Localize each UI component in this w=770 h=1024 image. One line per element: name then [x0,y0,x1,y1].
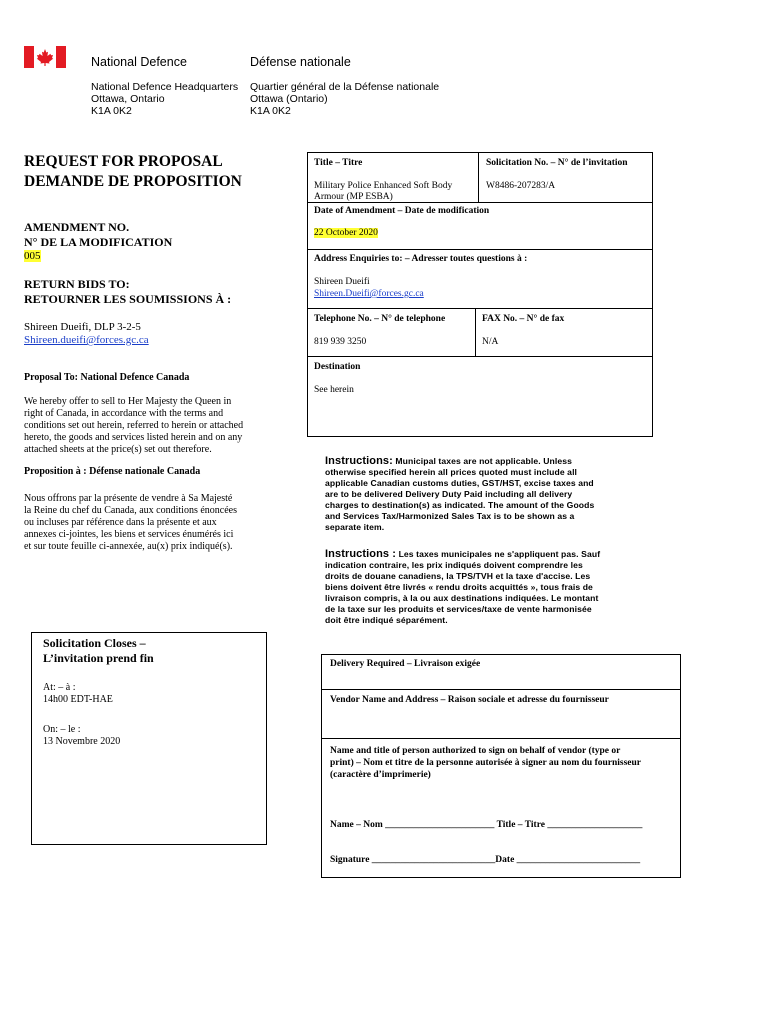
enquiries-label: Address Enquiries to: – Adresser toutes questions à : [314,254,528,264]
proposal-to-en: Proposal To: National Defence Canada [24,372,190,383]
amendment-date-value: 22 October 2020 [314,228,378,238]
destination-value: See herein [314,385,354,395]
proposal-body-en: We hereby offer to sell to Her Majesty the Queen in right of Canada, in accordance with the terms and conditions set out herein, referred to herein or attached hereto, the goods and services listed herein and on any attached sheets at the price(s) set out therefore. [24,396,244,455]
enquiries-email-link[interactable]: Shireen.Dueifi@forces.gc.ca [314,289,424,299]
telephone-value: 819 939 3250 [314,337,367,347]
fax-label: FAX No. – N° de fax [482,314,565,324]
destination-label: Destination [314,362,361,372]
fax-value: N/A [482,337,499,347]
dept-name-en: National Defence [91,55,187,69]
closes-at: At: – à : 14h00 EDT-HAE [43,682,113,705]
address-fr: Quartier général de la Défense nationale Ottawa (Ontario) K1A 0K2 [250,81,440,117]
return-contact [24,321,149,347]
closes-date: 13 Novembre 2020 [43,736,121,747]
return-bids-block: RETURN BIDS TO: RETOURNER LES SOUMISSIONS À : [24,277,232,306]
instructions-en: Instructions: Municipal taxes are not applicable. Unless otherwise specified herein all prices quoted must include all applicable Canadian customs duties, GST/HST, excise taxes and are to be delivered Delivery Duty Paid including all delivery charges to destination(s) as indicated. The amount of the Goods and Services Tax/Harmonized Sales Tax is to be shown as a separate item. [325,455,595,532]
telephone-label: Telephone No. – N° de telephone [314,314,446,324]
title-value: Military Police Enhanced Soft Body Armour (MP ESBA) [314,181,453,202]
return-email-link[interactable]: Shireen.dueifi@forces.gc.ca [24,334,149,346]
solicitation-no-value: W8486-207283/A [486,181,556,191]
closes-title: Solicitation Closes – L’invitation prend fin [43,636,154,665]
document-title: REQUEST FOR PROPOSAL DEMANDE DE PROPOSITION [24,153,242,190]
address-en: National Defence Headquarters Ottawa, Ontario K1A 0K2 [91,81,239,117]
canada-flag-icon [24,46,66,68]
closes-time: 14h00 EDT-HAE [43,694,113,705]
enquiries-name: Shireen Dueifi [314,277,370,287]
amendment-number: 005 [24,250,41,262]
authorized-person-label: Name and title of person authorized to sign on behalf of vendor (type or print) – Nom et titre de la personne autorisée à signer au nom du fournisseur (caractère d’imprimerie) [330,746,642,780]
instructions-fr: Instructions : Les taxes municipales ne s'appliquent pas. Sauf indication contraire, les prix indiqués doivent comprendre les droits de douane canadiens, la TPS/TVH et la taxe d'accise. Les biens doivent être livrés « rendu droits acquittés », tous frais de livraison compris, à la ou aux destinations indiquées. Le montant de la taxe sur les produits et services/taxe de vente harmonisée doit être indiqué séparément. [325,548,601,625]
solicitation-closes-box [31,632,267,845]
proposal-body-fr: Nous offrons par la présente de vendre à Sa Majesté la Reine du chef du Canada, aux conditions énoncées ou incluses par référence dans la présente et aux annexes ci-jointes, les biens et services énumérés ici et sur toute feuille ci-annexée, au(x) prix indiqué(s). [24,493,237,552]
signature-date-field[interactable]: Signature __________________________Date __________________________ [330,855,641,865]
return-name: Shireen Dueifi, DLP 3-2-5 [24,321,141,333]
closes-on: On: – le : 13 Novembre 2020 [43,724,121,747]
solicitation-no-label: Solicitation No. – N° de l’invitation [486,158,628,168]
amendment-date-label: Date of Amendment – Date de modification [314,206,490,216]
amendment-block: AMENDMENT NO. N° DE LA MODIFICATION 005 [24,220,173,262]
vendor-name-address-label: Vendor Name and Address – Raison sociale et adresse du fournisseur [330,695,609,705]
proposal-to-fr: Proposition à : Défense nationale Canada [24,466,201,477]
title-label: Title – Titre [314,158,363,168]
name-title-field[interactable]: Name – Nom _______________________ Title – Titre ____________________ [330,820,643,830]
delivery-required-label: Delivery Required – Livraison exigée [330,659,481,669]
dept-name-fr: Défense nationale [250,55,351,69]
